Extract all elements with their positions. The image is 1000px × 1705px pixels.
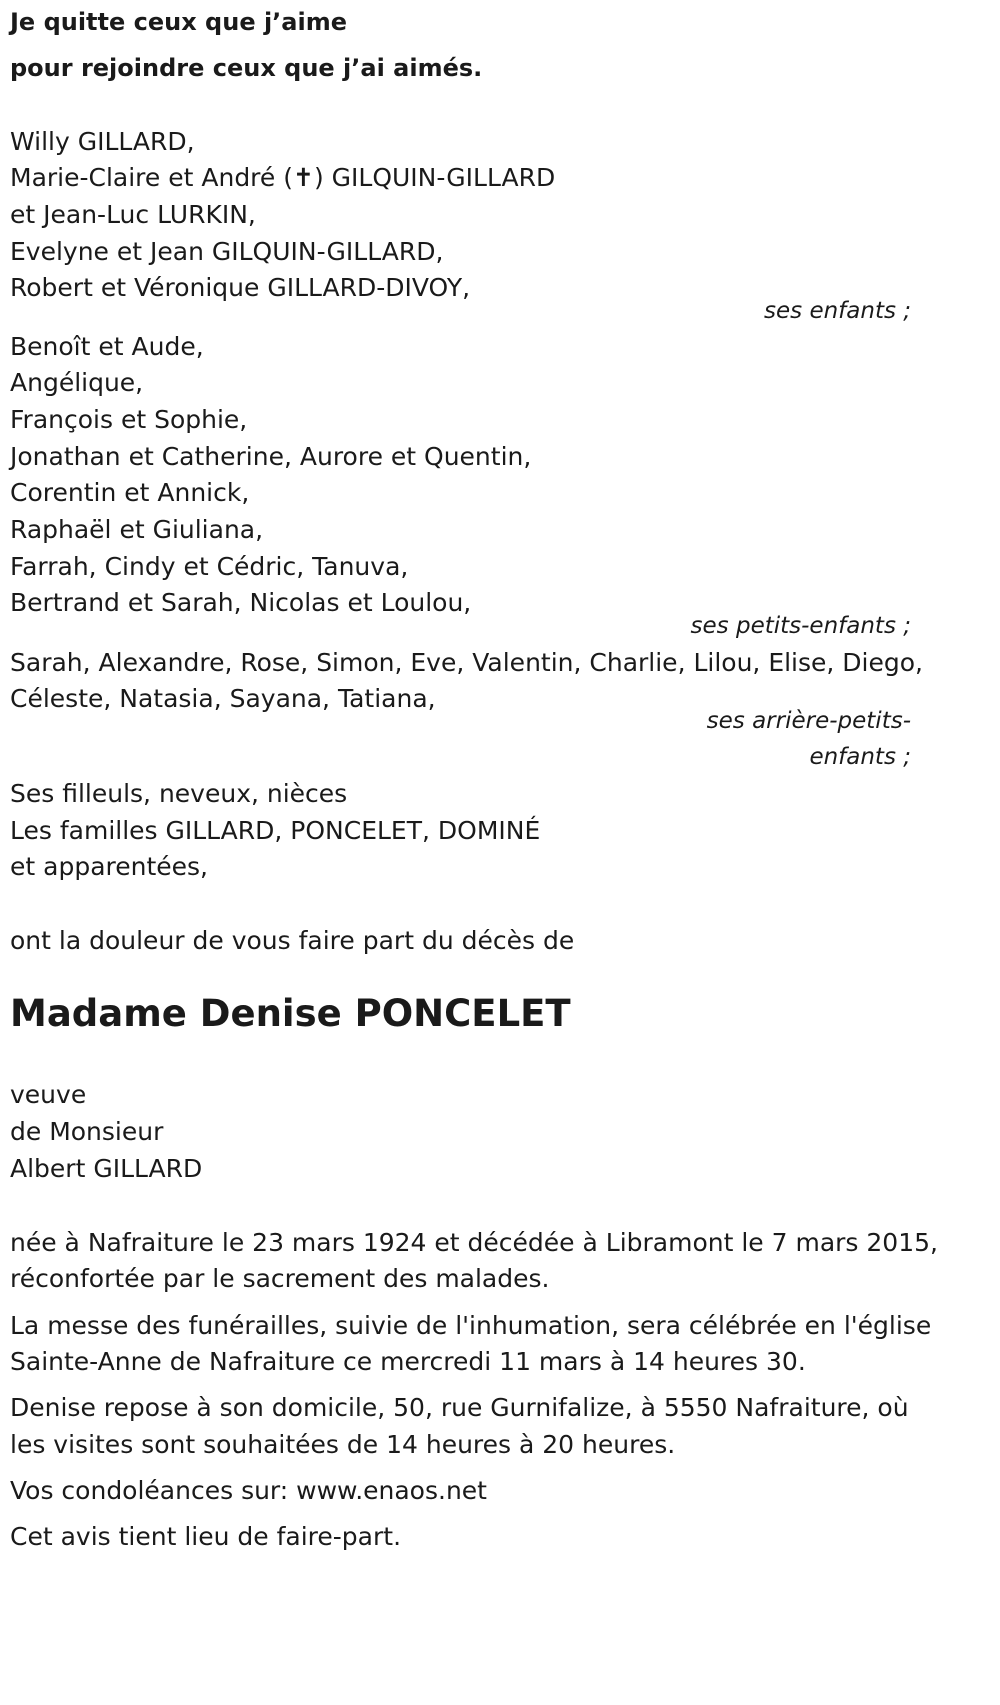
detail-line: Cet avis tient lieu de faire-part. (10, 1522, 402, 1551)
relative-line: et apparentées, (10, 852, 208, 881)
widow-line: Albert GILLARD (10, 1154, 203, 1183)
great-grandchild-names: Céleste, Natasia, Sayana, Tatiana, (10, 684, 436, 713)
child-name: Marie-Claire et André (✝) GILQUIN-GILLARD (10, 163, 556, 192)
widow-line: veuve (10, 1080, 87, 1109)
grandchild-name: Farrah, Cindy et Cédric, Tanuva, (10, 552, 409, 581)
children-role: ses enfants ; (764, 298, 911, 324)
detail-line: née à Nafraiture le 23 mars 1924 et décédée à Libramont le 7 mars 2015, (10, 1228, 938, 1257)
widow-line: de Monsieur (10, 1117, 164, 1146)
condolences-line: Vos condoléances sur: www.enaos.net (10, 1476, 487, 1505)
grandchild-name: Corentin et Annick, (10, 478, 250, 507)
great-grandchildren-role-line-1: ses arrière-petits- (706, 708, 911, 734)
grandchild-name: Jonathan et Catherine, Aurore et Quentin, (10, 442, 532, 471)
great-grandchild-names: Sarah, Alexandre, Rose, Simon, Eve, Valentin, Charlie, Lilou, Elise, Diego, (10, 648, 923, 677)
grandchild-name: Angélique, (10, 368, 144, 397)
detail-line: Sainte-Anne de Nafraiture ce mercredi 11 mars à 14 heures 30. (10, 1347, 806, 1376)
detail-line: les visites sont souhaitées de 14 heures à 20 heures. (10, 1430, 676, 1459)
grandchildren-role: ses petits-enfants ; (690, 613, 911, 639)
detail-line: Denise repose à son domicile, 50, rue Gurnifalize, à 5550 Nafraiture, où (10, 1393, 909, 1422)
child-name: Willy GILLARD, (10, 127, 195, 156)
detail-line: réconfortée par le sacrement des malades. (10, 1264, 550, 1293)
child-name: Robert et Véronique GILLARD-DIVOY, (10, 273, 471, 302)
motto-line-2: pour rejoindre ceux que j’ai aimés. (10, 54, 483, 82)
grandchild-name: Benoît et Aude, (10, 332, 204, 361)
child-name: et Jean-Luc LURKIN, (10, 200, 256, 229)
motto-line-1: Je quitte ceux que j’aime (10, 8, 348, 36)
grandchild-name: Raphaël et Giuliana, (10, 515, 264, 544)
relative-line: Les familles GILLARD, PONCELET, DOMINÉ (10, 816, 541, 845)
child-name: Evelyne et Jean GILQUIN-GILLARD, (10, 237, 444, 266)
relative-line: Ses filleuls, neveux, nièces (10, 779, 348, 808)
great-grandchildren-role-line-2: enfants ; (809, 744, 911, 770)
grandchild-name: Bertrand et Sarah, Nicolas et Loulou, (10, 588, 472, 617)
detail-line: La messe des funérailles, suivie de l'inhumation, sera célébrée en l'église (10, 1311, 932, 1340)
announcement-text: ont la douleur de vous faire part du décès de (10, 926, 575, 955)
grandchild-name: François et Sophie, (10, 405, 248, 434)
deceased-name: Madame Denise PONCELET (10, 992, 571, 1035)
